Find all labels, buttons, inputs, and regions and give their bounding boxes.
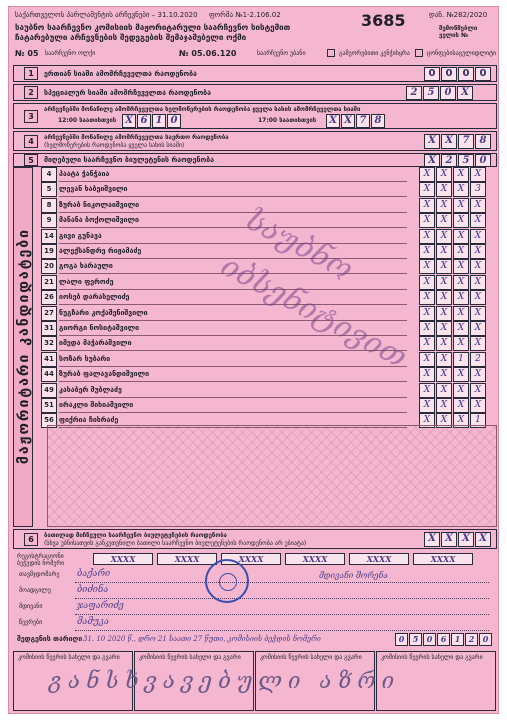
signature-row bbox=[19, 617, 489, 631]
signature-row bbox=[19, 569, 489, 583]
candidate-name: ზურაბ ფალავანდიშვილი bbox=[59, 370, 150, 379]
row-1-number: 1 bbox=[24, 67, 38, 80]
candidate-vote-digit[interactable]: X bbox=[453, 383, 469, 398]
candidate-vote-digit[interactable]: X bbox=[453, 398, 469, 413]
control-label: შემოწმებლი ველის № bbox=[439, 25, 478, 39]
registration-cell[interactable]: XXXX bbox=[157, 553, 217, 565]
candidate-vote-digit[interactable]: X bbox=[470, 229, 486, 244]
candidate-vote-digit[interactable]: X bbox=[470, 213, 486, 228]
signature-line bbox=[75, 582, 489, 583]
candidate-vote-digit[interactable]: X bbox=[453, 336, 469, 351]
candidate-vote-digit[interactable]: X bbox=[470, 383, 486, 398]
candidate-number: 26 bbox=[41, 290, 57, 305]
candidate-vote-digit[interactable]: X bbox=[470, 321, 486, 336]
signature-row bbox=[19, 601, 489, 615]
candidate-number: 44 bbox=[41, 367, 57, 382]
candidate-number: 21 bbox=[41, 275, 57, 290]
row-3-time-2: 17:00 საათისთვის bbox=[258, 117, 317, 124]
candidate-vote-digit[interactable]: X bbox=[419, 182, 435, 197]
candidate-number: 49 bbox=[41, 383, 57, 398]
candidate-vote-digit[interactable]: X bbox=[436, 383, 452, 398]
signature-line bbox=[75, 614, 489, 615]
signature-role: მოადგილე bbox=[19, 587, 51, 594]
seal-digit[interactable]: 5 bbox=[409, 633, 422, 646]
candidate-number: 19 bbox=[41, 244, 57, 259]
candidate-vote-digit[interactable]: X bbox=[470, 290, 486, 305]
row-4-digit[interactable]: 8 bbox=[475, 134, 491, 149]
row-6 bbox=[13, 529, 497, 549]
candidate-name: კახაბერ შუბლაძე bbox=[59, 385, 122, 394]
candidate-vote-digit[interactable]: X bbox=[419, 244, 435, 259]
candidate-vote-digit[interactable]: X bbox=[436, 244, 452, 259]
candidate-vote-digit[interactable]: X bbox=[470, 306, 486, 321]
signature-line bbox=[75, 630, 489, 631]
row-5-number: 5 bbox=[24, 154, 38, 166]
election-title: საქართველოს პარლამენტის არჩევნები – 31.10.2020 bbox=[15, 11, 198, 19]
row-2-label: სპეციალურ სიაში ამომრჩეველთა რაოდენობა bbox=[44, 89, 212, 97]
candidate-vote-digit[interactable]: X bbox=[436, 398, 452, 413]
candidate-number: 41 bbox=[41, 352, 57, 367]
candidate-name: ირაკლი შიხიაშვილი bbox=[59, 401, 134, 409]
precinct-number: № 05.06.120 bbox=[179, 49, 237, 58]
seal-digit[interactable]: 2 bbox=[465, 633, 478, 646]
candidate-vote-digit[interactable]: X bbox=[436, 229, 452, 244]
candidate-name: მანანა ბოქოლიშვილი bbox=[59, 216, 139, 225]
candidate-name: გიორგი ნოსიტაშვილი bbox=[59, 324, 140, 332]
seal-digit[interactable]: 1 bbox=[451, 633, 464, 646]
candidate-vote-digit[interactable]: X bbox=[453, 244, 469, 259]
candidate-name: გივი გუნავა bbox=[59, 231, 102, 240]
signature-role: თავმჯდომარე bbox=[19, 571, 60, 578]
candidate-vote-digit[interactable]: X bbox=[453, 198, 469, 213]
registration-cell[interactable]: XXXX bbox=[285, 553, 345, 565]
seal-digit[interactable]: 0 bbox=[423, 633, 436, 646]
row-4-sublabel: (ხელმოწერების რაოდენობა ყველა სახის სიაში) bbox=[44, 142, 185, 149]
candidate-vote-digit[interactable]: X bbox=[419, 290, 435, 305]
candidate-vote-digit[interactable]: X bbox=[453, 182, 469, 197]
candidate-vote-digit[interactable]: X bbox=[470, 336, 486, 351]
candidate-name: ლევან ხაბეიშვილი bbox=[59, 185, 128, 194]
candidate-vote-digit[interactable]: X bbox=[453, 321, 469, 336]
candidate-vote-digit[interactable]: X bbox=[419, 383, 435, 398]
candidate-vote-digit[interactable]: X bbox=[453, 275, 469, 290]
dissent-box-header: კომისიის წევრის სახელი და გვარი bbox=[139, 654, 241, 661]
candidate-vote-digit[interactable]: X bbox=[436, 321, 452, 336]
row-3-time2-digit[interactable]: X bbox=[341, 114, 355, 128]
row-6-sublabel: (სხვა უბნისათვის განკუთვნილი ბათილი საარჩევნო ბიულეტენების რაოდენობა არ უბიატა) bbox=[44, 540, 307, 547]
candidate-number: 8 bbox=[41, 198, 57, 213]
row-4-digit[interactable]: X bbox=[441, 134, 457, 149]
registration-cell[interactable]: XXXX bbox=[221, 553, 281, 565]
candidate-number: 32 bbox=[41, 336, 57, 351]
row-4 bbox=[13, 131, 497, 151]
repeat-vote-checkbox[interactable] bbox=[327, 49, 335, 57]
candidate-name: გოგა ხარაული bbox=[59, 262, 113, 271]
district-label: საარჩევნო ოლქი bbox=[45, 50, 96, 57]
registration-cell[interactable]: XXXX bbox=[93, 553, 153, 565]
seal-digit[interactable]: 6 bbox=[437, 633, 450, 646]
candidate-vote-digit[interactable]: X bbox=[453, 167, 469, 182]
candidate-vote-digit[interactable]: X bbox=[436, 259, 452, 274]
candidate-name: ზურაბ ნიკოლაიშვილი bbox=[59, 200, 140, 209]
row-5-label: მიღებული საარჩევნო ბიულეტენის რაოდენობა bbox=[44, 156, 215, 164]
row-1-digit[interactable]: 0 bbox=[441, 67, 457, 81]
candidate-vote-digit[interactable]: X bbox=[436, 167, 452, 182]
registration-cell[interactable]: XXXX bbox=[413, 553, 473, 565]
candidate-vote-digit[interactable]: X bbox=[436, 290, 452, 305]
protocol-number: 3685 bbox=[361, 11, 406, 30]
candidate-vote-digit[interactable]: X bbox=[419, 275, 435, 290]
candidate-vote-digit[interactable]: X bbox=[470, 259, 486, 274]
candidate-vote-digit[interactable]: X bbox=[436, 413, 452, 428]
candidate-vote-digit[interactable]: X bbox=[470, 398, 486, 413]
candidate-vote-digit[interactable]: X bbox=[419, 336, 435, 351]
candidate-vote-digit[interactable]: X bbox=[419, 413, 435, 428]
candidate-vote-digit[interactable]: X bbox=[419, 306, 435, 321]
candidate-number: 5 bbox=[41, 182, 57, 197]
row-4-digit[interactable]: X bbox=[424, 134, 440, 149]
candidate-vote-digit[interactable]: X bbox=[419, 352, 435, 367]
candidate-vote-digit[interactable]: X bbox=[470, 244, 486, 259]
candidate-vote-digit[interactable]: X bbox=[419, 213, 435, 228]
row-5-digit[interactable]: 0 bbox=[475, 154, 491, 167]
candidates-section-text: მაჟორიტარი კანდიდატები bbox=[16, 227, 32, 465]
repeat-vote-label: გამეორებითი კენჭისყრა bbox=[339, 50, 410, 57]
signature-row bbox=[19, 585, 489, 599]
candidate-vote-digit[interactable]: X bbox=[436, 352, 452, 367]
row-4-label: არჩევნებში მონაწილე ამომრჩეველთა საერთო რაოდენობა bbox=[44, 134, 229, 141]
candidate-vote-digit[interactable]: X bbox=[453, 290, 469, 305]
row-2 bbox=[13, 84, 497, 101]
commission-seal bbox=[205, 559, 249, 603]
row-3-time1-digit[interactable]: X bbox=[122, 114, 136, 128]
signature-line bbox=[75, 598, 489, 599]
seal-digit[interactable]: 0 bbox=[479, 633, 492, 646]
candidate-vote-digit[interactable]: X bbox=[453, 229, 469, 244]
protocol-form bbox=[8, 6, 499, 714]
candidate-vote-digit[interactable]: X bbox=[453, 259, 469, 274]
signature-name[interactable]: ბაქარი bbox=[77, 569, 111, 579]
candidate-vote-digit[interactable]: X bbox=[419, 367, 435, 382]
candidate-vote-digit[interactable]: X bbox=[470, 198, 486, 213]
signature-role: წევრები bbox=[19, 619, 43, 626]
signature-role: მდივანი bbox=[19, 603, 43, 610]
candidate-vote-digit[interactable]: X bbox=[419, 398, 435, 413]
candidates-section-label bbox=[13, 167, 33, 527]
row-3-time1-digit[interactable]: 6 bbox=[137, 114, 151, 128]
dissent-box-header: კომისიის წევრის სახელი და გვარი bbox=[260, 654, 362, 661]
fill-date-value[interactable]: 31. 10 2020 წ., დრო 21 საათი 27 წუთი, კომისიის ბეჭდის ნომერი bbox=[83, 635, 321, 643]
form-number: ფორმა №1-2.106.02 bbox=[209, 11, 281, 19]
annex-number: დან. №282/2020 bbox=[429, 11, 488, 19]
row-2-number: 2 bbox=[24, 86, 38, 99]
candidate-vote-digit[interactable]: X bbox=[470, 167, 486, 182]
row-3-time2-digit[interactable]: X bbox=[326, 114, 340, 128]
candidate-vote-digit[interactable]: X bbox=[436, 182, 452, 197]
row-2-digit[interactable]: X bbox=[457, 86, 473, 100]
row-6-label: ბათილად მიჩნეული საარჩევნო ბიულეტენების რაოდენობა bbox=[44, 532, 227, 539]
row-6-number: 6 bbox=[24, 533, 38, 546]
candidate-vote-digit[interactable]: X bbox=[419, 321, 435, 336]
row-3-number: 3 bbox=[24, 110, 38, 123]
candidate-vote-digit[interactable]: X bbox=[436, 336, 452, 351]
candidate-vote-digit[interactable]: 2 bbox=[470, 352, 486, 367]
candidate-vote-digit[interactable]: X bbox=[453, 306, 469, 321]
row-3-time2-digit[interactable]: 7 bbox=[356, 114, 370, 128]
row-2-digit[interactable]: 0 bbox=[440, 86, 456, 100]
row-3 bbox=[13, 103, 497, 129]
candidate-number: 9 bbox=[41, 213, 57, 228]
row-5-digit[interactable]: 5 bbox=[458, 154, 474, 167]
candidate-vote-digit[interactable]: X bbox=[419, 198, 435, 213]
row-1-digit[interactable]: 0 bbox=[424, 67, 440, 81]
dissent-handwriting: განსხვავებული აზრი bbox=[49, 669, 401, 694]
candidate-vote-digit[interactable]: X bbox=[436, 275, 452, 290]
dissent-box-header: კომისიის წევრის სახელი და გვარი bbox=[381, 654, 483, 661]
seal-digit[interactable]: 0 bbox=[395, 633, 408, 646]
signature-right[interactable]: მდივანი შორენა bbox=[319, 571, 388, 580]
candidate-vote-digit[interactable]: X bbox=[453, 367, 469, 382]
candidate-vote-digit[interactable]: X bbox=[419, 229, 435, 244]
registration-label: რეგისტრაციონი ბეჭედის ნომერი bbox=[17, 553, 65, 567]
district-number: № 05 bbox=[15, 49, 39, 58]
row-2-digit[interactable]: 5 bbox=[423, 86, 439, 100]
candidate-row bbox=[31, 182, 497, 197]
row-6-digit[interactable]: X bbox=[475, 532, 491, 547]
row-4-number: 4 bbox=[24, 135, 38, 148]
protocol-title-line2: ჩატარებული არჩევნების შედეგების შემაჯამებელი ოქმი bbox=[15, 33, 247, 42]
candidate-number: 20 bbox=[41, 259, 57, 274]
signature-name[interactable]: ჯაფარიძე bbox=[77, 601, 124, 611]
signature-name[interactable]: ბიძინა bbox=[77, 585, 109, 595]
candidate-name: იმედა მაჭარაშვილი bbox=[59, 339, 132, 348]
row-4-digit[interactable]: 7 bbox=[458, 134, 474, 149]
row-6-digit[interactable]: X bbox=[458, 532, 474, 547]
row-3-time2-digit[interactable]: 8 bbox=[371, 114, 385, 128]
candidate-row bbox=[31, 167, 497, 182]
candidate-vote-digit[interactable]: X bbox=[419, 167, 435, 182]
candidate-name: იოსებ დარასელიძე bbox=[59, 293, 130, 302]
candidate-name: ნუგზარი კოქაშენიშვილი bbox=[59, 308, 148, 317]
candidate-name: პაატა ჭანჭაია bbox=[59, 170, 110, 178]
candidate-number: 27 bbox=[41, 306, 57, 321]
row-2-digit[interactable]: 2 bbox=[406, 86, 422, 100]
candidate-vote-digit[interactable]: X bbox=[453, 213, 469, 228]
dissent-box-header: კომისიის წევრის სახელი და გვარი bbox=[18, 654, 120, 661]
candidate-vote-digit[interactable]: X bbox=[436, 213, 452, 228]
candidate-vote-digit[interactable]: 1 bbox=[453, 352, 469, 367]
candidate-vote-digit[interactable]: X bbox=[470, 275, 486, 290]
candidate-name: ლალი ფეროძე bbox=[59, 277, 114, 286]
candidate-name: ალექსანდრე რიჟამაძე bbox=[59, 247, 142, 255]
row-1-digit[interactable]: 0 bbox=[475, 67, 491, 81]
candidate-vote-digit[interactable]: X bbox=[436, 367, 452, 382]
protocol-title-line1: საუბნო საარჩევნო კომისიის მაჟორიტარული საარჩევნო სისტემით bbox=[15, 23, 291, 32]
candidate-vote-digit[interactable]: X bbox=[470, 367, 486, 382]
row-1-digit[interactable]: 0 bbox=[458, 67, 474, 81]
candidate-vote-digit[interactable]: X bbox=[453, 413, 469, 428]
row-1 bbox=[13, 65, 497, 82]
row-3-time-1: 12:00 საათისთვის bbox=[58, 117, 117, 124]
fill-date-label: შედგენის თარიღი bbox=[17, 635, 83, 643]
candidate-vote-digit[interactable]: 3 bbox=[470, 182, 486, 197]
second-round-label: ცონფებისაცულიდლიტი bbox=[427, 50, 497, 57]
row-5-digit[interactable]: 2 bbox=[441, 154, 457, 167]
candidate-number: 51 bbox=[41, 398, 57, 413]
row-3-time1-digit[interactable]: 0 bbox=[167, 114, 181, 128]
signature-name[interactable]: მამუკა bbox=[77, 617, 109, 627]
registration-cell[interactable]: XXXX bbox=[349, 553, 409, 565]
row-6-digit[interactable]: X bbox=[424, 532, 440, 547]
candidate-name: ფიქრია ჩიხრაძე bbox=[59, 416, 119, 425]
second-round-checkbox[interactable] bbox=[415, 49, 423, 57]
candidate-vote-digit[interactable]: X bbox=[436, 198, 452, 213]
row-6-digit[interactable]: X bbox=[441, 532, 457, 547]
precinct-label: საარჩევნო უბანი bbox=[257, 50, 306, 57]
candidate-vote-digit[interactable]: 1 bbox=[470, 413, 486, 428]
candidate-number: 14 bbox=[41, 229, 57, 244]
candidate-number: 4 bbox=[41, 167, 57, 182]
row-1-label: ერთიან სიაში ამომრჩეველთა რაოდენობა bbox=[44, 70, 197, 78]
candidate-number: 31 bbox=[41, 321, 57, 336]
row-5-digit[interactable]: X bbox=[424, 154, 440, 167]
handwritten-watermark: საუბნო იბსენიტივით bbox=[215, 202, 413, 376]
row-5 bbox=[13, 153, 497, 167]
row-3-time1-digit[interactable]: 1 bbox=[152, 114, 166, 128]
candidate-vote-digit[interactable]: X bbox=[419, 259, 435, 274]
candidate-number: 56 bbox=[41, 413, 57, 428]
candidate-vote-digit[interactable]: X bbox=[436, 306, 452, 321]
row-3-label: არჩევნებში მონაწილე ამომრჩეველთა ხელმოწერების რაოდენობა ყველა სახის ამომრჩეველთა სიაში bbox=[44, 106, 361, 113]
candidate-name: სოზარ სუბარი bbox=[59, 354, 111, 363]
